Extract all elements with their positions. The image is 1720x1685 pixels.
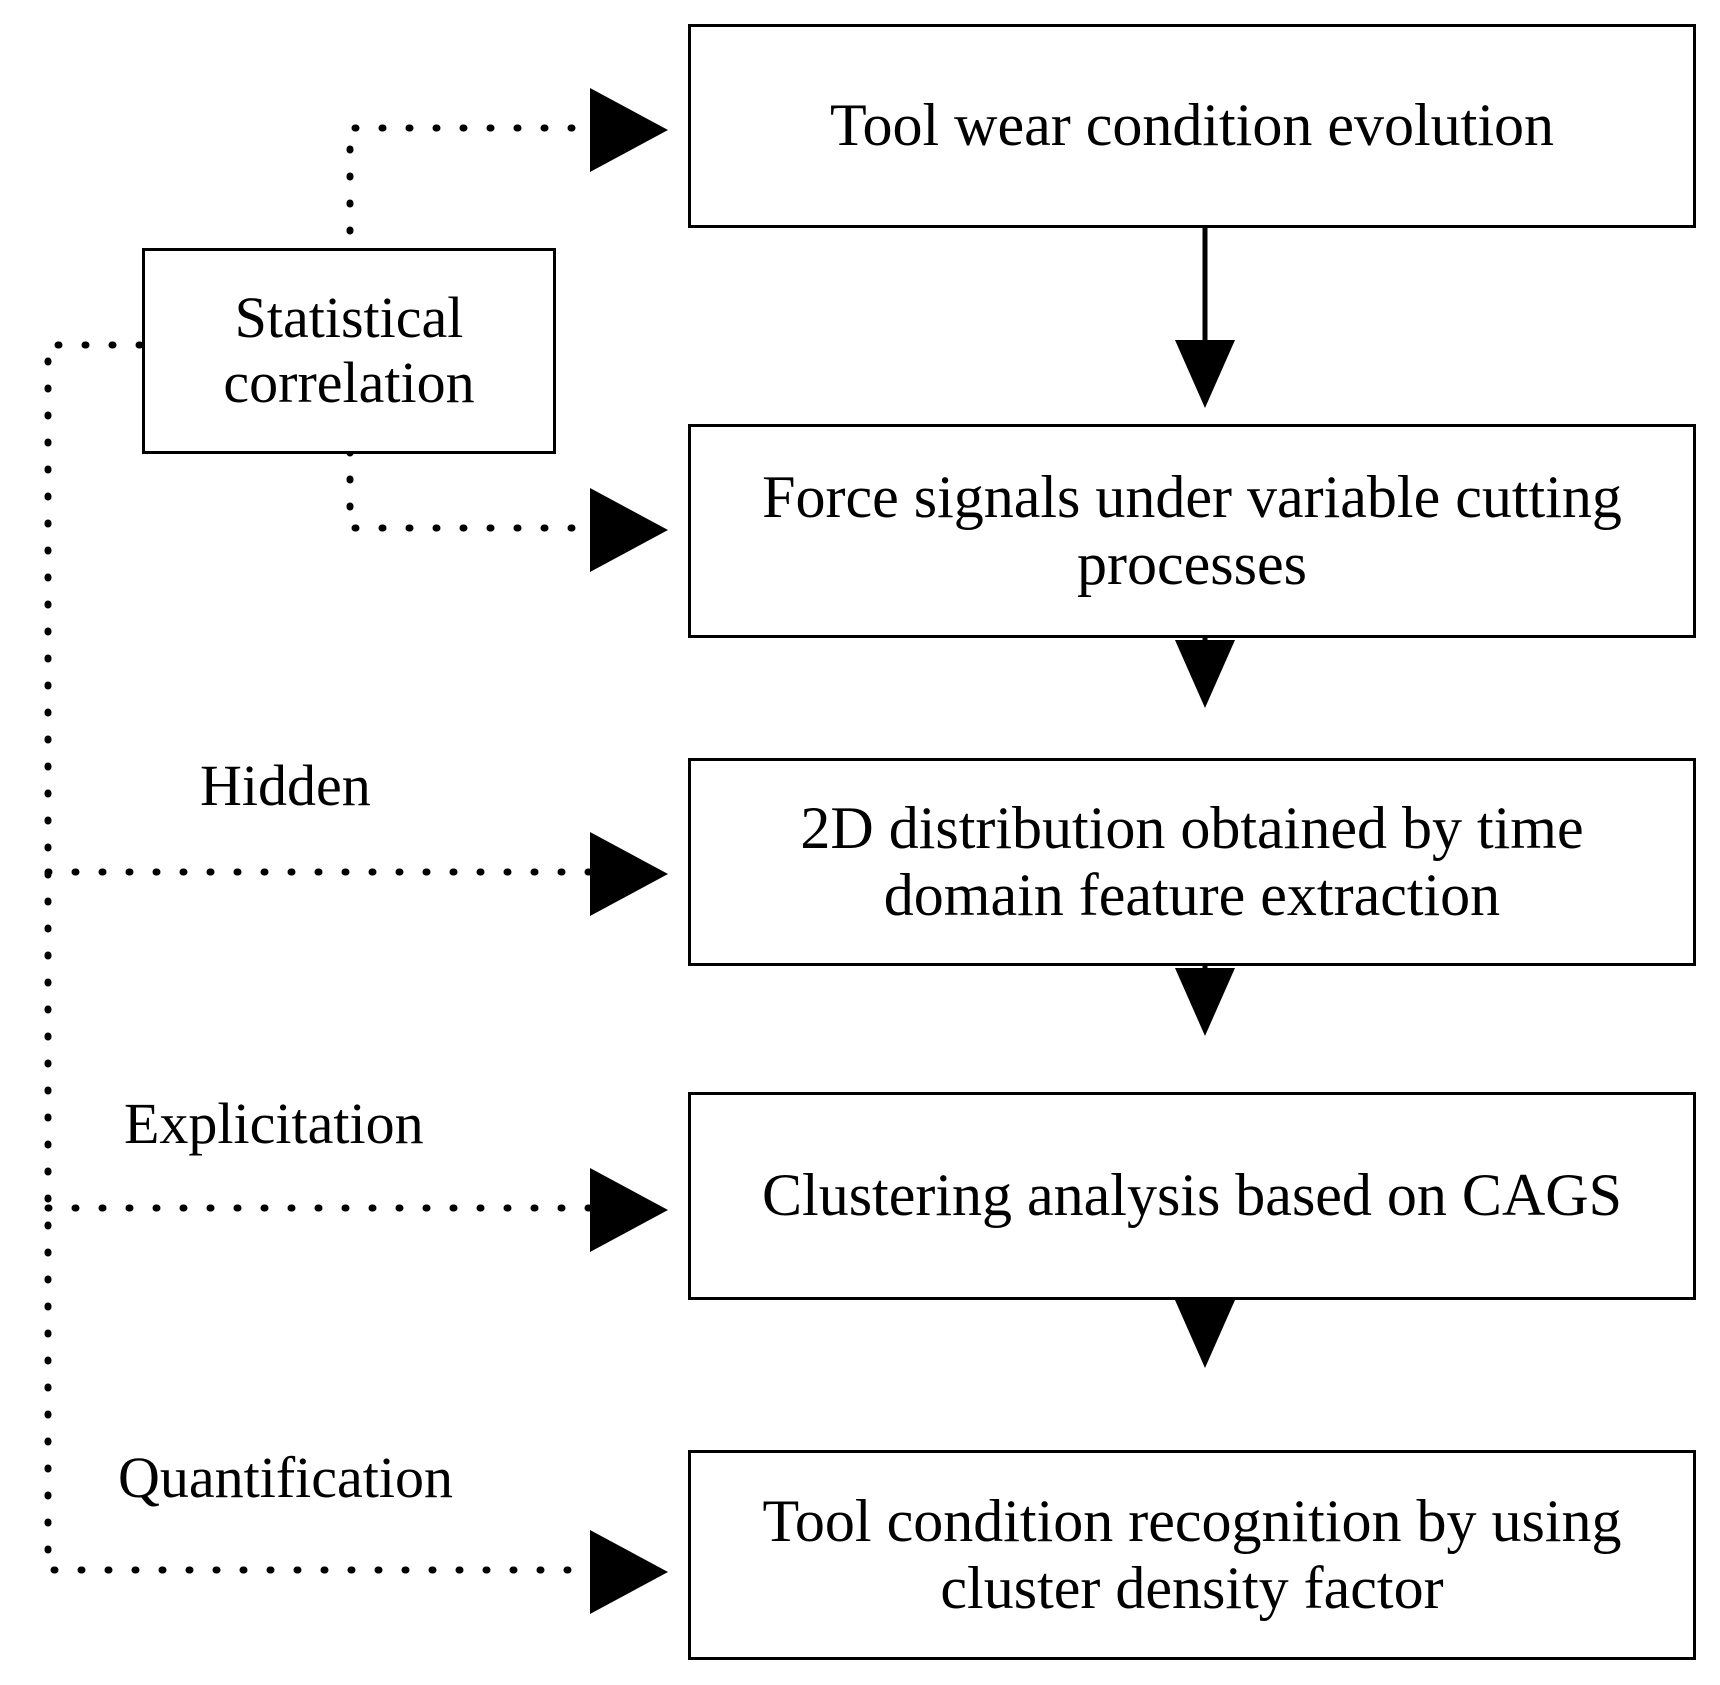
node-force-signals[interactable]	[688, 424, 1696, 638]
stage-label-hidden: Hidden	[200, 753, 371, 818]
node-clustering-analysis[interactable]	[688, 1092, 1696, 1300]
stage-label-explicitation: Explicitation	[124, 1091, 424, 1156]
node-2d-distribution[interactable]	[688, 758, 1696, 966]
node-tool-condition-recognition[interactable]	[688, 1450, 1696, 1660]
node-label: Statistical correlation	[223, 285, 475, 415]
connector-n4-n5	[1175, 1300, 1235, 1368]
dotted-connector-statistical-to-n1	[350, 88, 668, 258]
connector-n2-n3	[1175, 638, 1235, 708]
node-label: Tool wear condition evolution	[830, 92, 1554, 159]
node-label: Force signals under variable cutting processes	[762, 463, 1622, 597]
node-label: 2D distribution obtained by time domain feature extraction	[800, 794, 1584, 928]
stage-label-quantification: Quantification	[118, 1445, 454, 1510]
node-label: Clustering analysis based on CAGS	[762, 1162, 1622, 1229]
connector-n3-n4	[1175, 966, 1235, 1036]
node-statistical-correlation[interactable]	[142, 248, 556, 454]
dotted-spine	[48, 345, 668, 1614]
dotted-connector-spine-to-n4	[48, 1168, 668, 1252]
node-tool-wear-condition-evolution[interactable]	[688, 24, 1696, 228]
dotted-connector-spine-to-n3	[48, 832, 668, 916]
node-label: Tool condition recognition by using cluster density factor	[762, 1487, 1622, 1621]
connector-n1-n2	[1175, 228, 1235, 408]
